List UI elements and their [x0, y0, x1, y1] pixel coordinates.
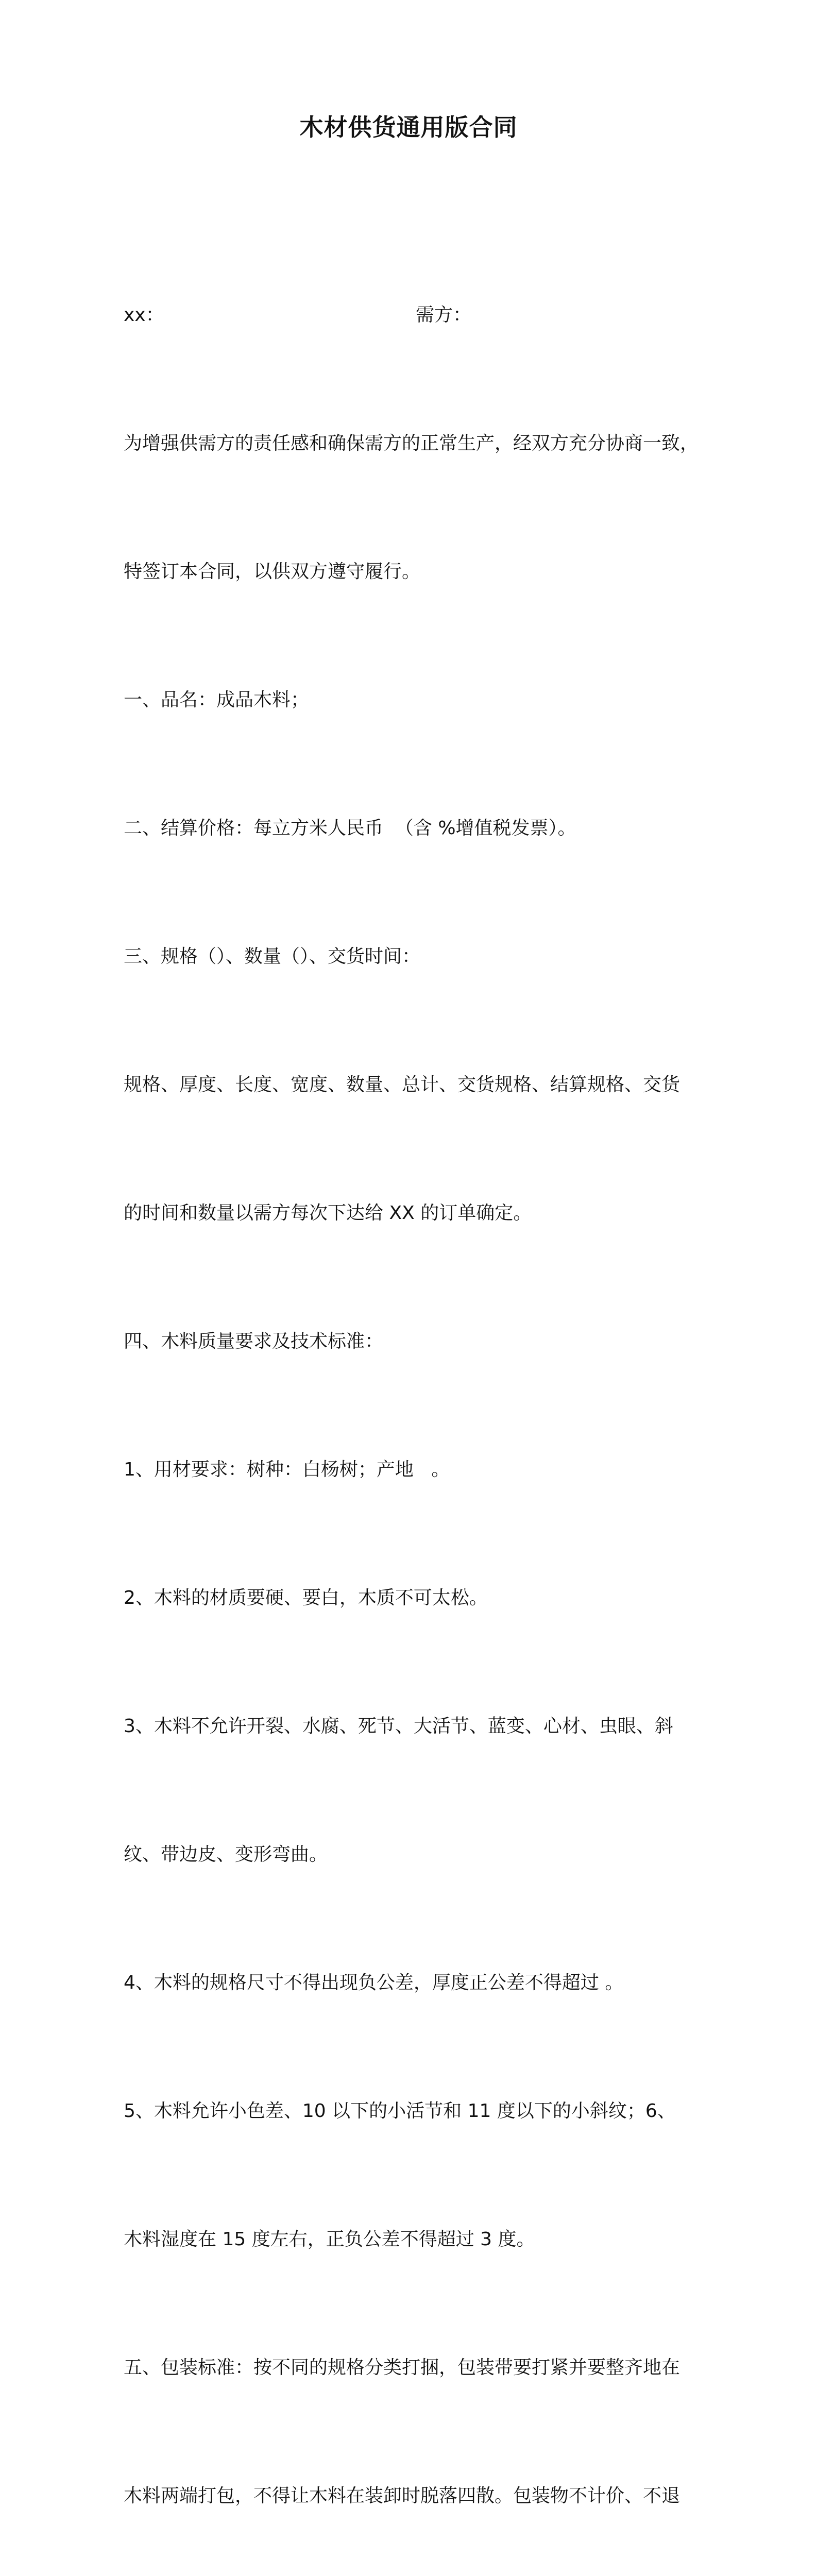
supplier-label: xx： [124, 304, 164, 326]
buyer-label: 需方： [416, 304, 472, 326]
clause-4-item-4: 4、木料的规格尺寸不得出现负公差，厚度正公差不得超过 。 [124, 1972, 624, 1993]
clause-3-heading: 三、规格（）、数量（）、交货时间： [124, 946, 421, 967]
clause-4-item-3-line-2: 纹、带边皮、变形弯曲。 [124, 1844, 328, 1865]
clause-1-product-name: 一、品名：成品木料； [124, 689, 310, 710]
clause-4-item-3-line-1: 3、木料不允许开裂、水腐、死节、大活节、蓝变、心材、虫眼、斜 [124, 1716, 673, 1737]
preamble-line-2: 特签订本合同，以供双方遵守履行。 [124, 561, 421, 582]
clause-4-heading: 四、木料质量要求及技术标准： [124, 1331, 384, 1352]
contract-body [124, 208, 706, 2576]
clause-5-line-1: 五、包装标准：按不同的规格分类打捆，包装带要打紧并要整齐地在 [124, 2357, 680, 2378]
document-title: 木材供货通用版合同 [299, 113, 518, 141]
parties-line [124, 294, 706, 336]
clause-4-item-2: 2、木料的材质要硬、要白，木质不可太松。 [124, 1587, 488, 1608]
preamble-line-1: 为增强供需方的责任感和确保需方的正常生产，经双方充分协商一致， [124, 433, 699, 454]
clause-2-settlement-price: 二、结算价格：每立方米人民币 （含 %增值税发票）。 [124, 818, 576, 839]
clause-4-item-5-line-1: 5、木料允许小色差、10 以下的小活节和 11 度以下的小斜纹；6、 [124, 2100, 676, 2122]
clause-4-item-5-line-2: 木料湿度在 15 度左右，正负公差不得超过 3 度。 [124, 2229, 535, 2250]
clause-4-item-1: 1、用材要求：树种：白杨树；产地 。 [124, 1459, 450, 1480]
clause-5-line-2: 木料两端打包，不得让木料在装卸时脱落四散。包装物不计价、不退 [124, 2485, 680, 2506]
clause-3-line-2: 的时间和数量以需方每次下达给 XX 的订单确定。 [124, 1202, 532, 1224]
clause-3-line-1: 规格、厚度、长度、宽度、数量、总计、交货规格、结算规格、交货 [124, 1074, 680, 1095]
